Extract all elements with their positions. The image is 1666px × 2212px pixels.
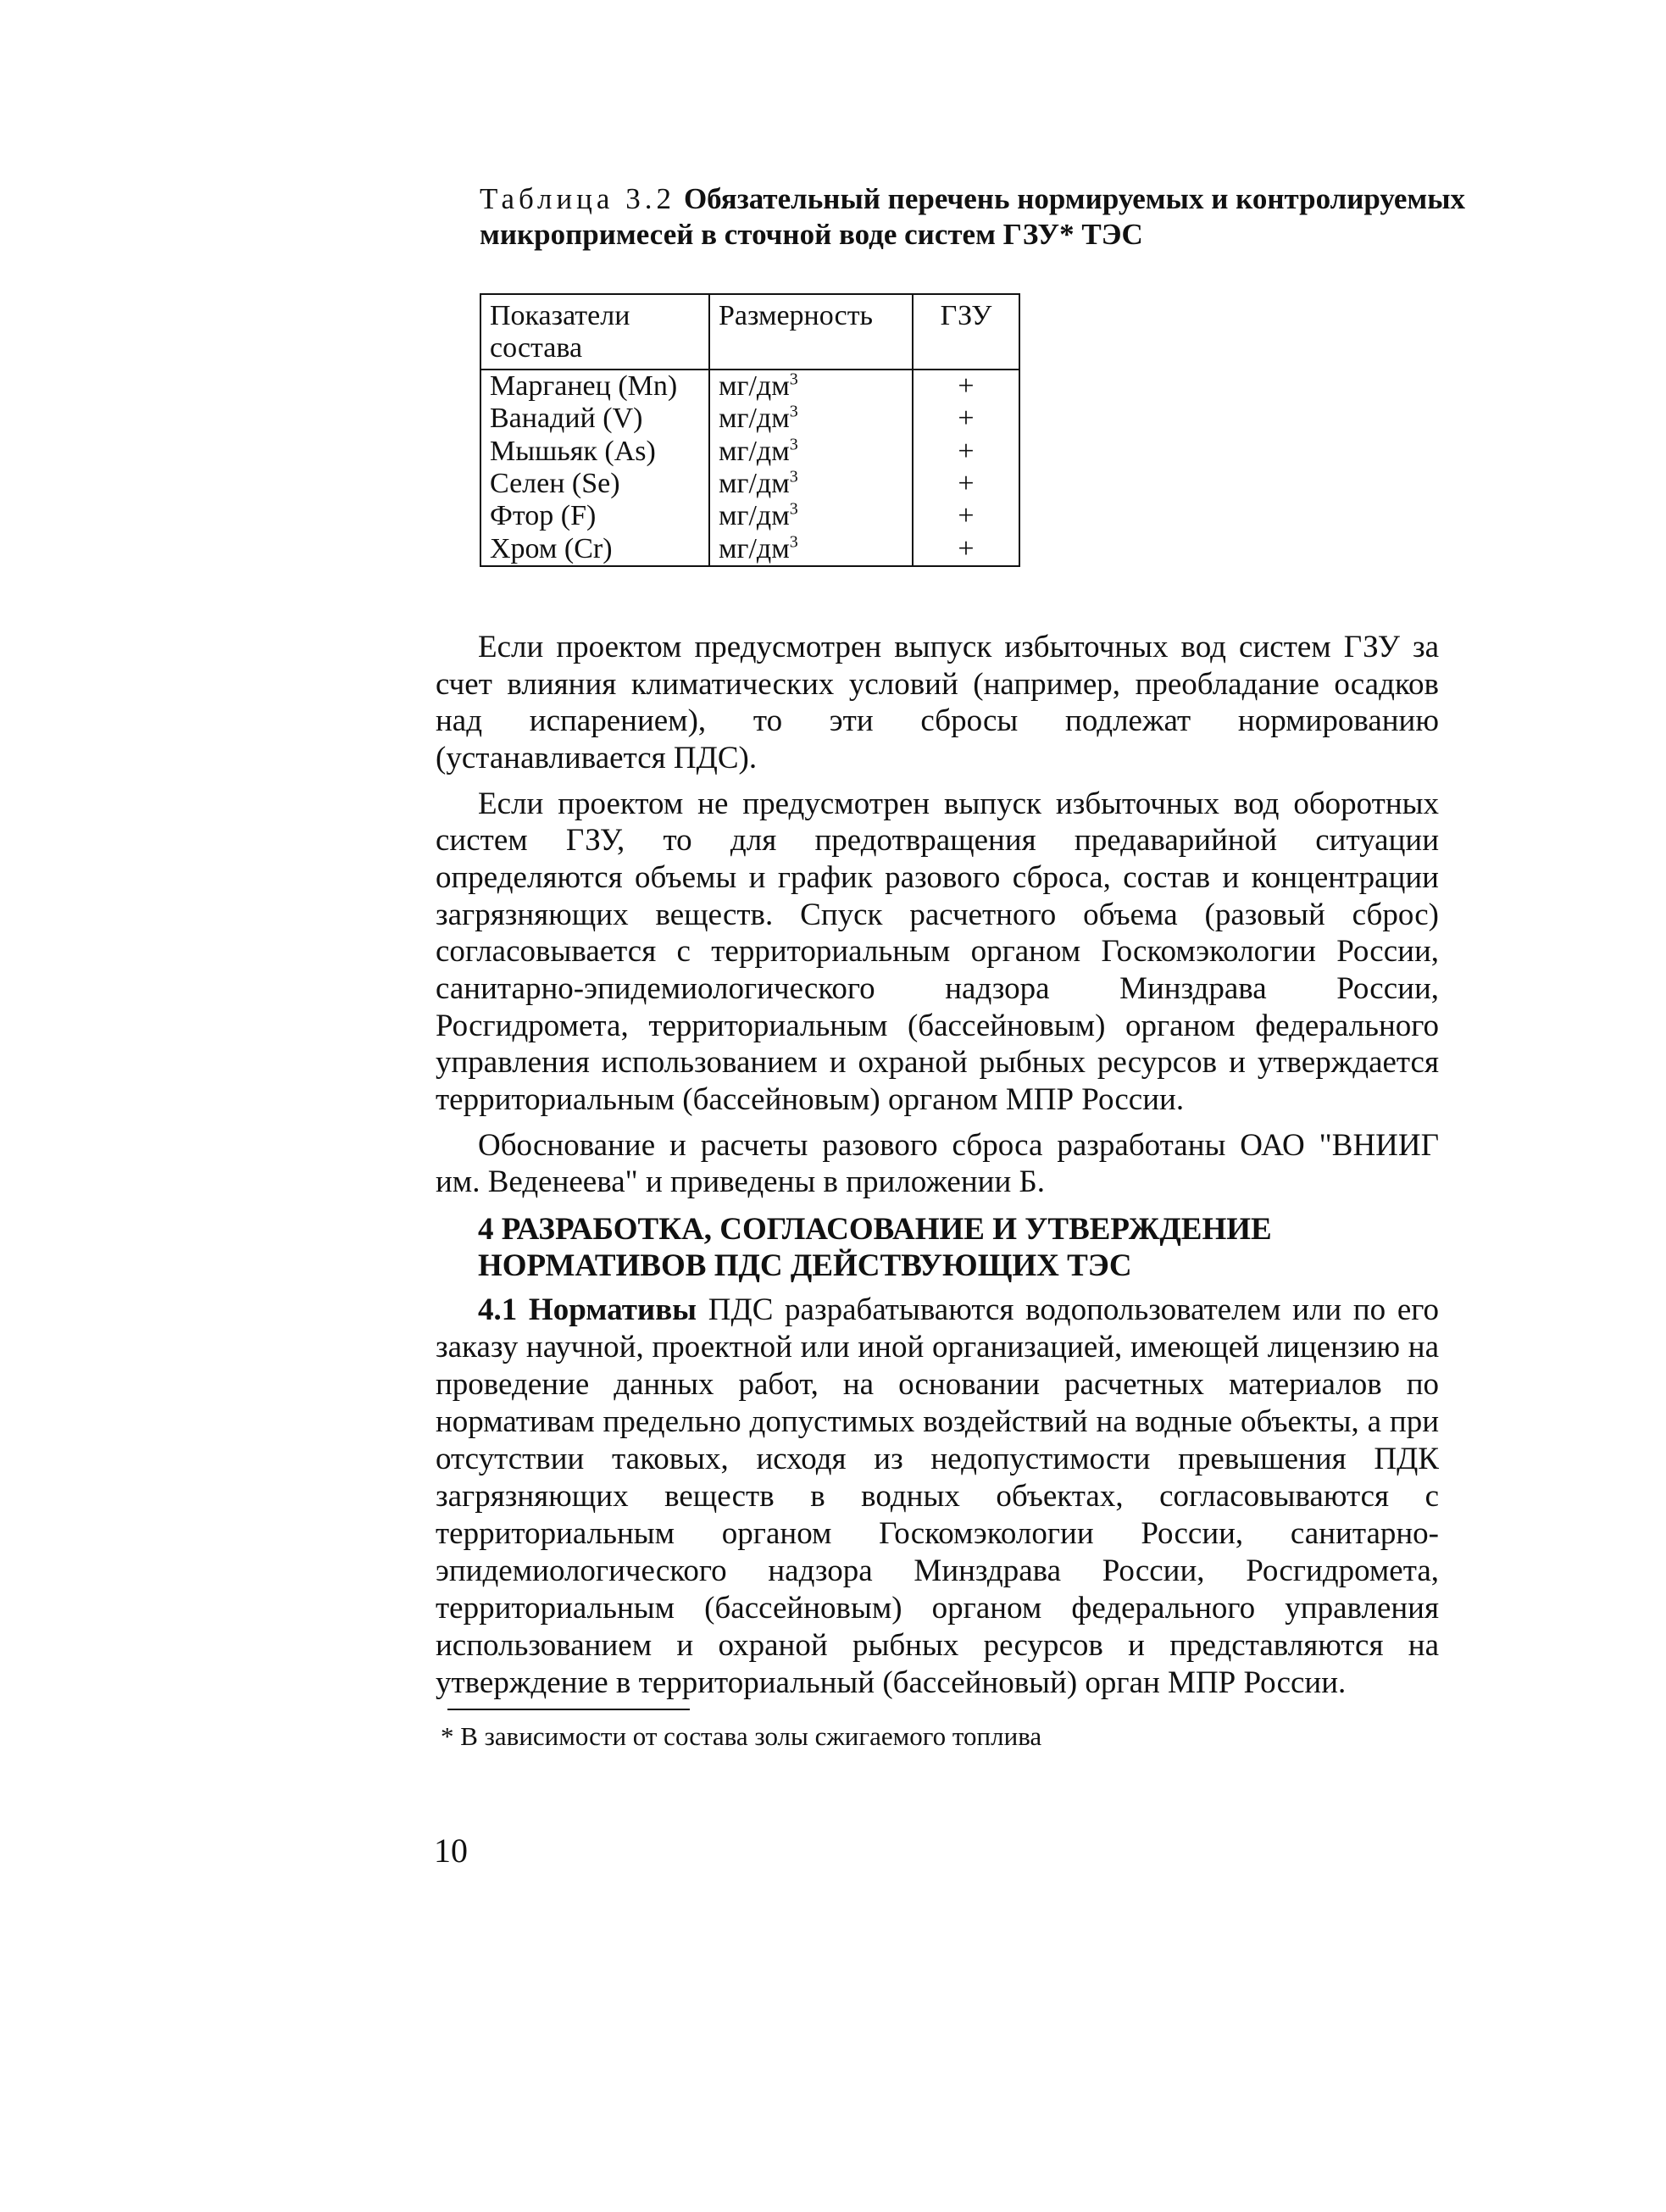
row-mark: + <box>913 370 1019 403</box>
row-name: Фтор (F) <box>480 500 709 532</box>
row-unit: $мг/дм^3$ <box>709 403 913 435</box>
table-row <box>480 370 1019 403</box>
header-gzu: ГЗУ <box>913 294 1019 370</box>
table-caption-lead: Таблица 3.2 <box>480 182 675 215</box>
paragraph <box>436 1292 1439 1702</box>
section-heading: 4 РАЗРАБОТКА, СОГЛАСОВАНИЕ И УТВЕРЖДЕНИЕ НОРМАТИВОВ ПДС ДЕЙСТВУЮЩИХ ТЭС <box>478 1212 1272 1283</box>
row-mark: + <box>913 436 1019 468</box>
section-text <box>436 1292 1439 1702</box>
header-unit: Размерность <box>709 294 913 370</box>
footnote: * В зависимости от состава золы сжигаемого топлива <box>441 1721 1042 1751</box>
row-unit: $мг/дм^3$ <box>709 500 913 532</box>
clause-text: ПДС разрабатываются водопользователем или по его заказу научной, проектной или иной организацией, имеющей лицензию на проведение данных работ, на основании расчетных материалов по нормативам предельно допустимых воздействий на водные объекты, а при отсутствии таковых, исходя из недопустимости превышения ПДК загрязняющих веществ в водных объектах, согласовываются с территориальным органом Госкомэкологии России, санитарно-эпидемиологического надзора Минздрава России, Росгидромета, территориальным (бассейновым) органом федерального управления использованием и охраной рыбных ресурсов и представляются на утверждение в территориальный (бассейновый) орган МПР России. <box>436 1292 1440 1701</box>
body-text <box>436 629 1439 1201</box>
row-unit: $мг/дм^3$ <box>709 436 913 468</box>
row-mark: + <box>913 468 1019 500</box>
table-header-row <box>480 294 1019 370</box>
row-mark: + <box>913 403 1019 435</box>
row-name: Мышьяк (As) <box>480 436 709 468</box>
micro-impurities-table <box>480 293 1020 567</box>
paragraph: Обоснование и расчеты разового сброса разработаны ОАО "ВНИИГ им. Веденеева" и приведены в приложении Б. <box>436 1127 1439 1200</box>
table-row <box>480 403 1019 435</box>
table-row <box>480 533 1019 566</box>
page-number: 10 <box>434 1831 468 1870</box>
row-mark: + <box>913 500 1019 532</box>
row-unit: $мг/дм^3$ <box>709 533 913 566</box>
row-unit: $мг/дм^3$ <box>709 370 913 403</box>
table-row <box>480 468 1019 500</box>
clause-number: 4.1 Нормативы <box>478 1292 697 1327</box>
paragraph: Если проектом предусмотрен выпуск избыточных вод систем ГЗУ за счет влияния климатических условий (например, преобладание осадков над испарением), то эти сбросы подлежат нормированию (устанавливается ПДС). <box>436 630 1439 775</box>
footnote-divider <box>447 1709 690 1710</box>
header-indicators: Показатели состава <box>480 294 709 370</box>
table-row <box>480 436 1019 468</box>
row-name: Селен (Se) <box>480 468 709 500</box>
row-name: Ванадий (V) <box>480 403 709 435</box>
table-caption <box>480 181 1505 253</box>
paragraph: Если проектом не предусмотрен выпуск избыточных вод оборотных систем ГЗУ, то для предотвращения предаварийной ситуации определяются объемы и график разового сброса, состав и концентрации загрязняющих веществ. Спуск расчетного объема (разовый сброс) согласовывается с территориальным органом Госкомэкологии России, санитарно-эпидемиологического надзора Минздрава России, Росгидромета, территориальным (бассейновым) органом федерального управления использованием и охраной рыбных ресурсов и утверждается территориальным (бассейновым) органом МПР России. <box>436 786 1439 1117</box>
row-name: Марганец (Mn) <box>480 370 709 403</box>
table-row <box>480 500 1019 532</box>
row-unit: $мг/дм^3$ <box>709 468 913 500</box>
row-name: Хром (Cr) <box>480 533 709 566</box>
row-mark: + <box>913 533 1019 566</box>
table-caption-title: Обязательный перечень нормируемых и контролируемых микропримесей в сточной воде систем ГЗУ* ТЭС <box>480 182 1466 251</box>
